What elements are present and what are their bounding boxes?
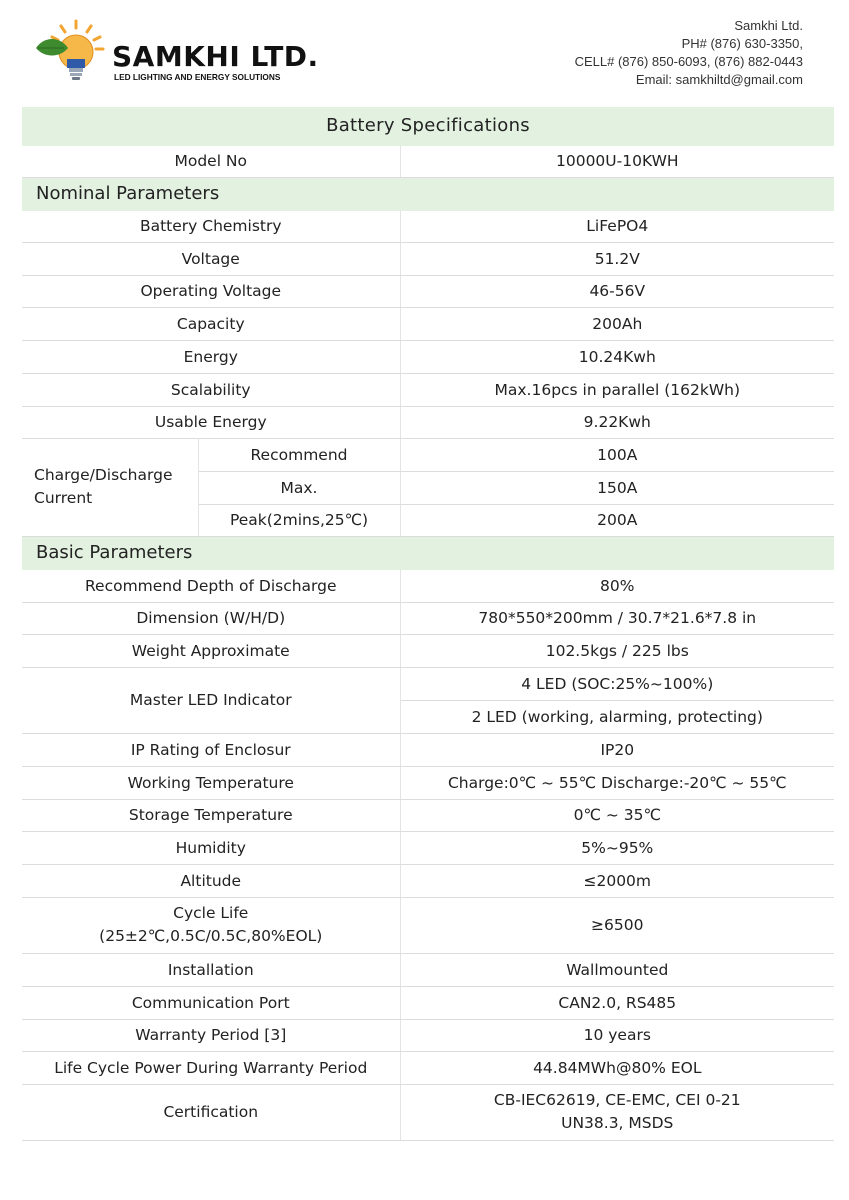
spec-label: Working Temperature [22, 766, 400, 799]
table-row [22, 953, 834, 986]
spec-sublabel: Recommend [198, 438, 400, 471]
spec-label: Life Cycle Power During Warranty Period [22, 1051, 400, 1084]
contact-phone: PH# (876) 630-3350, [681, 36, 803, 51]
spec-value: Wallmounted [400, 953, 834, 986]
spec-value: 200A [400, 504, 834, 536]
table-row [22, 897, 834, 953]
spec-value: Max.16pcs in parallel (162kWh) [400, 373, 834, 406]
cycle-life-label: Cycle Life [173, 904, 249, 922]
spec-label: IP Rating of Enclosur [22, 733, 400, 766]
spec-sublabel: Peak(2mins,25℃) [198, 504, 400, 536]
spec-value: 10.24Kwh [400, 340, 834, 373]
spec-label: Weight Approximate [22, 634, 400, 667]
contact-company: Samkhi Ltd. [734, 18, 803, 33]
spec-label: Warranty Period [3] [22, 1019, 400, 1051]
table-title: Battery Specifications [22, 107, 834, 145]
spec-label: Battery Chemistry [22, 210, 400, 242]
table-row [22, 307, 834, 340]
spec-label: Master LED Indicator [22, 667, 400, 733]
spec-label: Communication Port [22, 986, 400, 1019]
spec-label: Model No [22, 145, 400, 177]
spec-value: 100A [400, 438, 834, 471]
current-group-label: Charge/Discharge Current [22, 438, 198, 536]
spec-value: 80% [400, 569, 834, 602]
spec-label: Energy [22, 340, 400, 373]
spec-label: Voltage [22, 242, 400, 275]
spec-value: 44.84MWh@80% EOL [400, 1051, 834, 1084]
table-title-row [22, 107, 834, 145]
spec-label: Storage Temperature [22, 799, 400, 831]
certification-line: CB-IEC62619, CE-EMC, CEI 0-21 [493, 1091, 741, 1109]
spec-value: 5%~95% [400, 831, 834, 864]
table-row [22, 667, 834, 700]
spec-value: ≥6500 [400, 897, 834, 953]
company-tagline: LED LIGHTING AND ENERGY SOLUTIONS [114, 72, 281, 82]
company-logo [34, 18, 319, 88]
spec-label: Operating Voltage [22, 275, 400, 307]
table-row [22, 602, 834, 634]
table-row [22, 733, 834, 766]
section-header-row [22, 536, 834, 569]
spec-value: 10 years [400, 1019, 834, 1051]
company-name: SAMKHI LTD. [112, 40, 319, 73]
spec-label: Installation [22, 953, 400, 986]
table-row [22, 340, 834, 373]
spec-value: ≤2000m [400, 864, 834, 897]
contact-cell: CELL# (876) 850-6093, (876) 882-0443 [574, 54, 803, 69]
table-row [22, 210, 834, 242]
spec-value: 51.2V [400, 242, 834, 275]
spec-value: LiFePO4 [400, 210, 834, 242]
spec-value: IP20 [400, 733, 834, 766]
spec-label: Usable Energy [22, 406, 400, 438]
spec-label: Certification [22, 1084, 400, 1140]
table-row [22, 406, 834, 438]
spec-value: CAN2.0, RS485 [400, 986, 834, 1019]
spec-label: Recommend Depth of Discharge [22, 569, 400, 602]
spec-label: Capacity [22, 307, 400, 340]
table-row [22, 438, 834, 471]
spec-value: 780*550*200mm / 30.7*21.6*7.8 in [400, 602, 834, 634]
table-row [22, 864, 834, 897]
spec-value: 4 LED (SOC:25%~100%) [400, 667, 834, 700]
table-row [22, 634, 834, 667]
spec-value: Charge:0℃ ~ 55℃ Discharge:-20℃ ~ 55℃ [400, 766, 834, 799]
table-row [22, 1019, 834, 1051]
table-row [22, 766, 834, 799]
section-header-row [22, 177, 834, 210]
contact-email: Email: samkhiltd@gmail.com [635, 72, 803, 87]
spec-label-cycle-life [22, 897, 400, 953]
table-row [22, 1051, 834, 1084]
spec-value: 0℃ ~ 35℃ [400, 799, 834, 831]
table-row [22, 1084, 834, 1140]
contact-block [575, 17, 803, 89]
cycle-life-condition: (25±2℃,0.5C/0.5C,80%EOL) [99, 927, 323, 945]
table-row [22, 831, 834, 864]
spec-label: Scalability [22, 373, 400, 406]
battery-spec-table [22, 107, 834, 1141]
table-row [22, 986, 834, 1019]
spec-value: 46-56V [400, 275, 834, 307]
table-row [22, 275, 834, 307]
spec-label: Humidity [22, 831, 400, 864]
spec-value-certification [400, 1084, 834, 1140]
spec-value: 200Ah [400, 307, 834, 340]
certification-line: UN38.3, MSDS [561, 1114, 674, 1132]
spec-sublabel: Max. [198, 471, 400, 504]
sun-bulb-logo-icon [34, 18, 124, 88]
spec-label: Dimension (W/H/D) [22, 602, 400, 634]
page-header [0, 0, 849, 105]
table-row [22, 569, 834, 602]
spec-value: 10000U-10KWH [400, 145, 834, 177]
section-heading-basic: Basic Parameters [22, 536, 834, 569]
spec-label: Altitude [22, 864, 400, 897]
spec-value: 2 LED (working, alarming, protecting) [400, 700, 834, 733]
spec-value: 150A [400, 471, 834, 504]
spec-value: 9.22Kwh [400, 406, 834, 438]
section-heading-nominal: Nominal Parameters [22, 177, 834, 210]
table-row [22, 373, 834, 406]
table-row [22, 145, 834, 177]
spec-value: 102.5kgs / 225 lbs [400, 634, 834, 667]
table-row [22, 242, 834, 275]
table-row [22, 799, 834, 831]
